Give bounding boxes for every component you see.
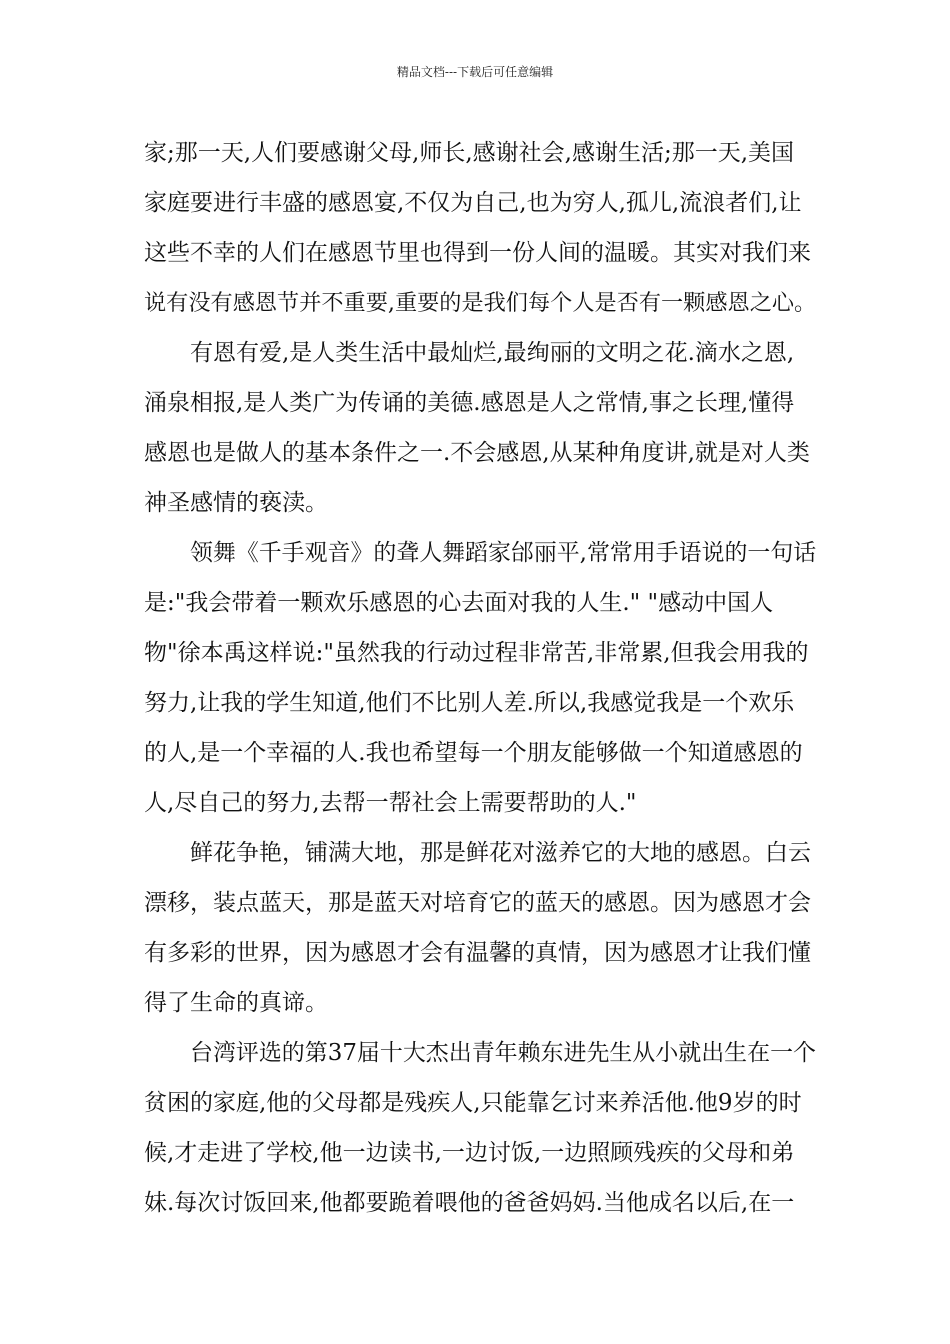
text-line: 感恩也是做人的基本条件之一.不会感恩,从某种角度讲,就是对人类 — [144, 440, 810, 466]
text-line: 说有没有感恩节并不重要,重要的是我们每个人是否有一颗感恩之心。 — [144, 290, 817, 316]
paragraph — [144, 1028, 816, 1228]
text-line: 这些不幸的人们在感恩节里也得到一份人间的温暖。其实对我们来 — [144, 240, 811, 266]
text-line: 涌泉相报,是人类广为传诵的美德.感恩是人之常情,事之长理,懂得 — [144, 390, 795, 416]
text-line: 候,才走进了学校,他一边读书,一边讨饭,一边照顾残疾的父母和弟 — [144, 1140, 795, 1166]
text-line: 妹.每次讨饭回来,他都要跪着喂他的爸爸妈妈.当他成名以后,在一 — [144, 1190, 795, 1216]
paragraph — [144, 128, 816, 328]
document-body — [144, 128, 816, 1228]
text-line: 物"徐本禹这样说:"虽然我的行动过程非常苦,非常累,但我会用我的 — [144, 640, 809, 666]
text-line: 人,尽自己的努力,去帮一帮社会上需要帮助的人." — [144, 790, 637, 816]
text-line: 努力,让我的学生知道,他们不比别人差.所以,我感觉我是一个欢乐 — [144, 690, 795, 716]
text-line: 鲜花争艳，铺满大地，那是鲜花对滋养它的大地的感恩。白云 — [190, 840, 811, 866]
text-line: 台湾评选的第37届十大杰出青年赖东进先生从小就出生在一个 — [190, 1040, 816, 1066]
paragraph — [144, 328, 816, 528]
text-line: 领舞《千手观音》的聋人舞蹈家邰丽平,常常用手语说的一句话 — [190, 540, 817, 566]
text-line: 漂移，装点蓝天，那是蓝天对培育它的蓝天的感恩。因为感恩才会 — [144, 890, 811, 916]
text-line: 是:"我会带着一颗欢乐感恩的心去面对我的人生." "感动中国人 — [144, 590, 774, 616]
text-line: 有恩有爱,是人类生活中最灿烂,最绚丽的文明之花.滴水之恩, — [190, 340, 795, 366]
text-line: 家庭要进行丰盛的感恩宴,不仅为自己,也为穷人,孤儿,流浪者们,让 — [144, 190, 802, 216]
text-line: 得了生命的真谛。 — [144, 990, 328, 1016]
text-line: 神圣感情的亵渎。 — [144, 490, 328, 516]
page-header: 精品文档---下载后可任意编辑 — [396, 65, 554, 79]
paragraph — [144, 828, 816, 1028]
text-line: 的人,是一个幸福的人.我也希望每一个朋友能够做一个知道感恩的 — [144, 740, 803, 766]
text-line: 贫困的家庭,他的父母都是残疾人,只能靠乞讨来养活他.他9岁的时 — [144, 1090, 802, 1116]
paragraph — [144, 528, 816, 828]
text-line: 有多彩的世界，因为感恩才会有温馨的真情，因为感恩才让我们懂 — [144, 940, 811, 966]
text-line: 家;那一天,人们要感谢父母,师长,感谢社会,感谢生活;那一天,美国 — [144, 140, 795, 166]
